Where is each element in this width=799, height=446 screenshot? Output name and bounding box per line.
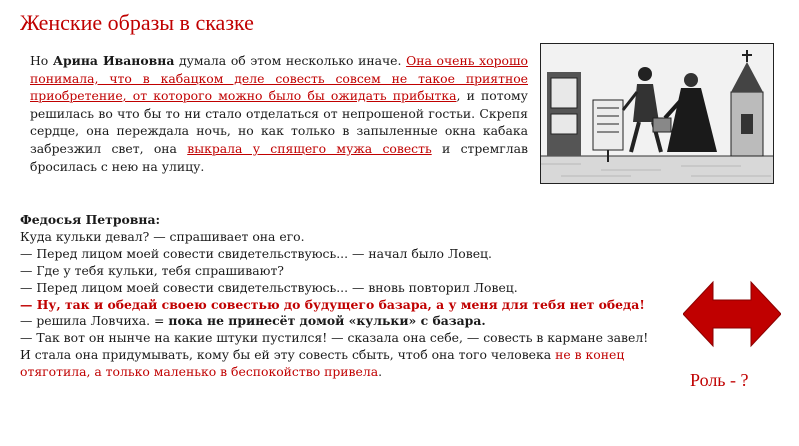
story-paragraph bbox=[30, 52, 528, 175]
dialog-line: — Перед лицом моей совести свидетельствуюсь... — начал было Ловец. bbox=[20, 245, 492, 261]
text-run: и стремглав бросилась с нею на улицу. bbox=[30, 140, 529, 174]
dialog-line: — Перед лицом моей совести свидетельствуюсь... — вновь повторил Ловец. bbox=[20, 279, 518, 295]
illustration-drawing bbox=[541, 44, 773, 183]
dialog-block bbox=[20, 212, 660, 381]
text-run: И стала она придумывать, кому бы ей эту совесть сбыть, чтоб она того человека bbox=[20, 347, 556, 363]
text-run: — решила Ловчиха. = bbox=[20, 313, 169, 329]
text-run: , и потому решилась во что бы то ни стало отделаться от непрошеной гостьи. Скрепя сердце, она переждала ночь, но как только в запыленные окна кабака забрезжил свет, она bbox=[30, 88, 528, 156]
dialog-line-highlight bbox=[20, 347, 660, 381]
slide-title: Женские образы в сказке bbox=[20, 10, 254, 35]
highlighted-quote: — Ну, так и обедай своею совестью до будущего базара, а у меня для тебя нет обеда! bbox=[20, 296, 645, 312]
illustration-image bbox=[540, 43, 774, 184]
highlighted-quote: выкрала у спящего мужа совесть bbox=[187, 140, 432, 156]
dialog-line: — Так вот он нынче на какие штуки пустился! — сказала она себе, — совесть в кармане завел! bbox=[20, 330, 649, 346]
explanation-note: пока не принесёт домой «кульки» с базара. bbox=[168, 313, 486, 329]
highlighted-quote: Она очень хорошо понимала, что в кабацком деле совесть совсем не такое приятное приобретение, от которого можно было бы ожидать прибытка bbox=[30, 53, 528, 104]
text-run: Но bbox=[30, 53, 53, 68]
highlighted-quote: не в конец отяготила, а только маленько в беспокойство привела bbox=[20, 347, 625, 380]
text-run: . bbox=[378, 364, 383, 380]
double-arrow-icon bbox=[683, 280, 781, 348]
dialog-line-highlight bbox=[20, 297, 660, 331]
speaker-heading: Федосья Петровна: bbox=[20, 212, 161, 227]
text-run: думала об этом несколько иначе. bbox=[174, 53, 407, 68]
dialog-line: Куда кульки девал? — спрашивает она его. bbox=[20, 228, 305, 244]
role-question: Роль - ? bbox=[690, 370, 749, 390]
character-name: Арина Ивановна bbox=[52, 53, 175, 68]
dialog-line: — Где у тебя кульки, тебя спрашивают? bbox=[20, 262, 284, 278]
